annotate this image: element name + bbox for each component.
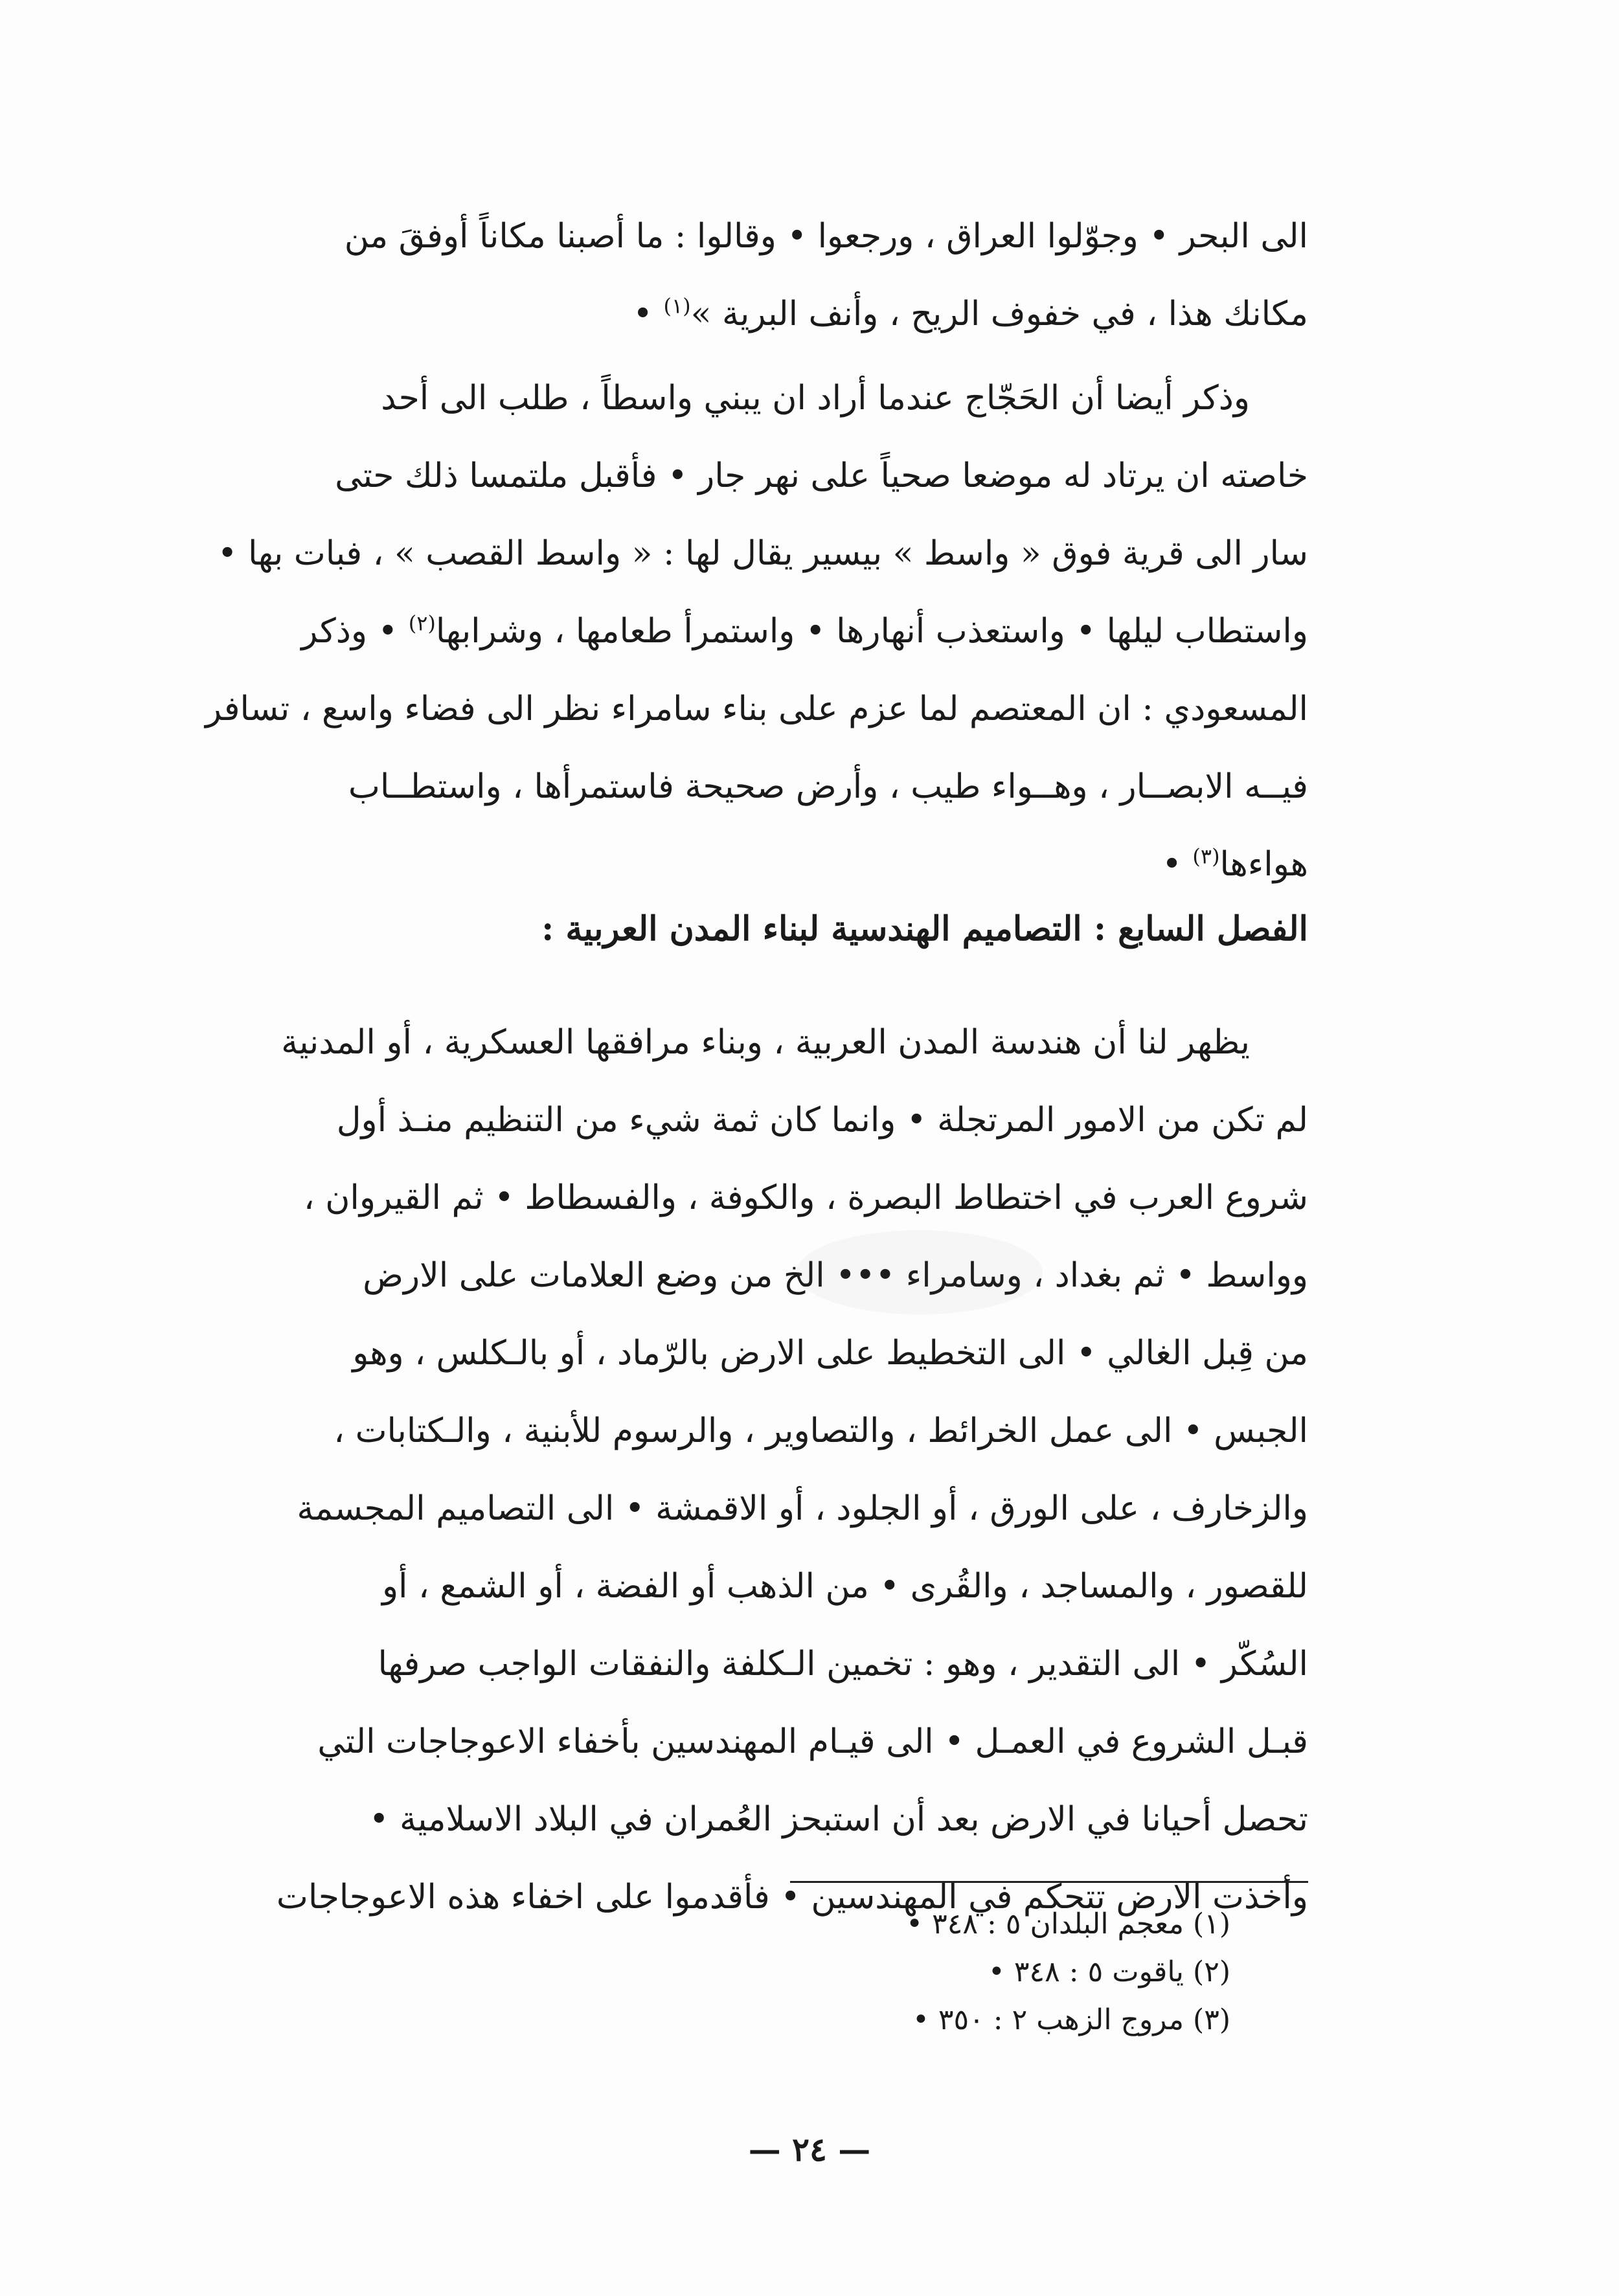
text-line: يظهر لنا أن هندسة المدن العربية ، وبناء مرافقها العسكرية ، أو المدنية — [281, 1023, 1250, 1062]
text-fragment: واستطاب ليلها • واستعذب أنهارها • واستمرأ طعامها ، وشرابها — [435, 612, 1308, 651]
text-line: شروع العرب في اختطاط البصرة ، والكوفة ، والفسطاط • ثم القيروان ، — [303, 1178, 1308, 1217]
text-line: سار الى قرية فوق « واسط » بيسير يقال لها : « واسط القصب » ، فبات بها • — [217, 534, 1308, 573]
text-line: وذكر أيضا أن الحَجّاج عندما أراد ان يبني واسطاً ، طلب الى أحد — [381, 379, 1250, 418]
footnote-ref-1[interactable]: (١) — [663, 293, 691, 319]
text-line — [298, 826, 1308, 903]
page-number: — ٢٤ — — [748, 2130, 871, 2168]
text-fragment: • — [1162, 845, 1193, 884]
text-line: والزخارف ، على الورق ، أو الجلود ، أو الاقمشة • الى التصاميم المجسمة — [297, 1489, 1308, 1528]
text-line: الى البحر • وجوّلوا العراق ، ورجعوا • وقالوا : ما أصبنا مكاناً أوفقَ من — [344, 217, 1308, 256]
paragraph-3 — [276, 1004, 1308, 1936]
footnote-divider — [790, 1881, 1308, 1883]
footnote-2: (٢) ياقوت ٥ : ٣٤٨ • — [988, 1955, 1230, 1988]
text-line: وأخذت الارض تتحكم في المهندسين • فأقدموا على اخفاء هذه الاعوجاجات — [276, 1878, 1308, 1917]
text-line: لم تكن من الامور المرتجلة • وانما كان ثمة شيء من التنظيم منـذ أول — [336, 1101, 1308, 1140]
footnote-ref-2[interactable]: (٢) — [408, 611, 436, 636]
text-line: فيــه الابصــار ، وهــواء طيب ، وأرض صحيحة فاستمرأها ، واستطــاب — [348, 767, 1308, 806]
footnote-1: (١) معجم البلدان ٥ : ٣٤٨ • — [906, 1908, 1230, 1941]
chapter-heading: الفصل السابع : التصاميم الهندسية لبناء المدن العربية : — [541, 909, 1308, 949]
text-line — [298, 592, 1308, 670]
text-fragment: مكانك هذا ، في خفوف الريح ، وأنف البرية » — [690, 295, 1308, 333]
text-line: المسعودي : ان المعتصم لما عزم على بناء سامراء نظر الى فضاء واسع ، تسافر — [205, 690, 1308, 728]
text-line: السُكّر • الى التقدير ، وهو : تخمين الـكلفة والنفقات الواجب صرفها — [378, 1645, 1308, 1683]
text-line: الجبس • الى عمل الخرائط ، والتصاوير ، والرسوم للأبنية ، والـكتابات ، — [334, 1412, 1308, 1450]
text-fragment: • وذكر — [301, 612, 409, 651]
footnote-3: (٣) مروج الزهب ٢ : ٣٥٠ • — [912, 2003, 1230, 2036]
text-line: وواسط • ثم بغداد ، وسامراء ••• الخ من وضع العلامات على الارض — [363, 1256, 1308, 1295]
paragraph-2 — [205, 359, 1308, 903]
text-line: للقصور ، والمساجد ، والقُرى • من الذهب أو الفضة ، أو الشمع ، أو — [381, 1567, 1308, 1606]
footnote-ref-3[interactable]: (٣) — [1192, 844, 1220, 869]
text-fragment: هواءها — [1219, 845, 1308, 884]
footnotes — [648, 1900, 1230, 2044]
text-line: قبـل الشروع في العمـل • الى قيـام المهندسين بأخفاء الاعوجاجات التي — [317, 1722, 1308, 1761]
text-line — [298, 275, 1308, 353]
text-line: من قِبل الغالي • الى التخطيط على الارض بالرّماد ، أو بالـكلس ، وهو — [352, 1334, 1308, 1373]
paragraph-1 — [298, 197, 1308, 353]
text-line: خاصته ان يرتاد له موضعا صحياً على نهر جار • فأقبل ملتمسا ذلك حتى — [335, 456, 1308, 495]
text-fragment: • — [633, 295, 664, 333]
text-line: تحصل أحيانا في الارض بعد أن استبحز العُمران في البلاد الاسلامية • — [368, 1800, 1308, 1839]
